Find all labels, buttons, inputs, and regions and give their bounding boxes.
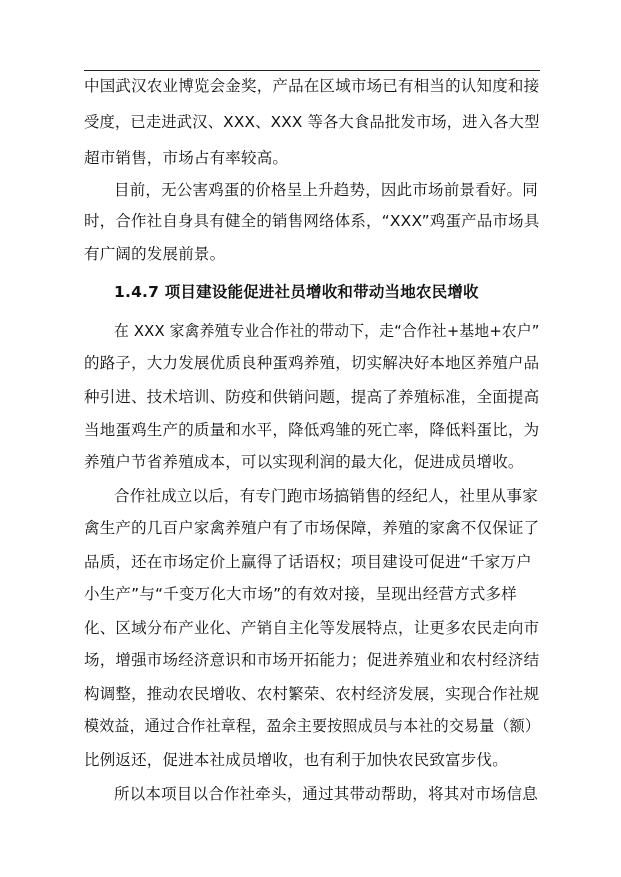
text-line: 模效益，通过合作社章程，盈余主要按照成员与本社的交易量（额） xyxy=(84,717,541,735)
section-heading: 1.4.7 项目建设能促进社员增收和带动当地农民增收 xyxy=(114,283,479,301)
text-line: 化、区域分布产业化、产销自主化等发展特点，让更多农民走向市 xyxy=(84,619,540,637)
header-rule xyxy=(84,70,540,71)
text-line: 时，合作社自身具有健全的销售网络体系，“XXX”鸡蛋产品市场具 xyxy=(84,212,540,230)
paragraph-first-line: 在 XXX 家禽养殖专业合作社的带动下，走“合作社+基地+农户” xyxy=(114,322,540,340)
paragraph-first-line: 目前，无公害鸡蛋的价格呈上升趋势，因此市场前景看好。同 xyxy=(114,181,538,199)
text-line: 禽生产的几百户家禽养殖户有了市场保障，养殖的家禽不仅保证了 xyxy=(84,519,540,537)
text-line: 中国武汉农业博览会金奖，产品在区域市场已有相当的认知度和接 xyxy=(84,77,540,95)
text-line: 超市销售，市场占有率较高。 xyxy=(84,149,289,167)
text-line: 比例返还，促进本社成员增收，也有利于加快农民致富步伐。 xyxy=(84,751,508,769)
text-line: 场，增强市场经济意识和市场开拓能力；促进养殖业和农村经济结 xyxy=(84,651,540,669)
text-line: 养殖户节省养殖成本，可以实现利润的最大化，促进成员增收。 xyxy=(84,453,524,471)
text-line: 有广阔的发展前景。 xyxy=(84,245,226,263)
paragraph-first-line: 所以本项目以合作社牵头，通过其带动帮助，将其对市场信息 xyxy=(114,785,538,803)
text-line: 受度，已走进武汉、XXX、XXX 等各大食品批发市场，进入各大型 xyxy=(84,113,540,131)
text-line: 的路子，大力发展优质良种蛋鸡养殖，切实解决好本地区养殖户品 xyxy=(84,354,540,372)
text-line: 小生产”与“千变万化大市场”的有效对接，呈现出经营方式多样 xyxy=(84,585,517,603)
paragraph-first-line: 合作社成立以后，有专门跑市场搞销售的经纪人，社里从事家 xyxy=(114,487,538,505)
text-line: 种引进、技术培训、防疫和供销问题，提高了养殖标准，全面提高 xyxy=(84,388,540,406)
text-line: 当地蛋鸡生产的质量和水平，降低鸡雏的死亡率，降低料蛋比，为 xyxy=(84,421,540,439)
text-line: 品质，还在市场定价上赢得了话语权；项目建设可促进“千家万户 xyxy=(84,553,532,571)
text-line: 构调整，推动农民增收、农村繁荣、农村经济发展，实现合作社规 xyxy=(84,685,540,703)
